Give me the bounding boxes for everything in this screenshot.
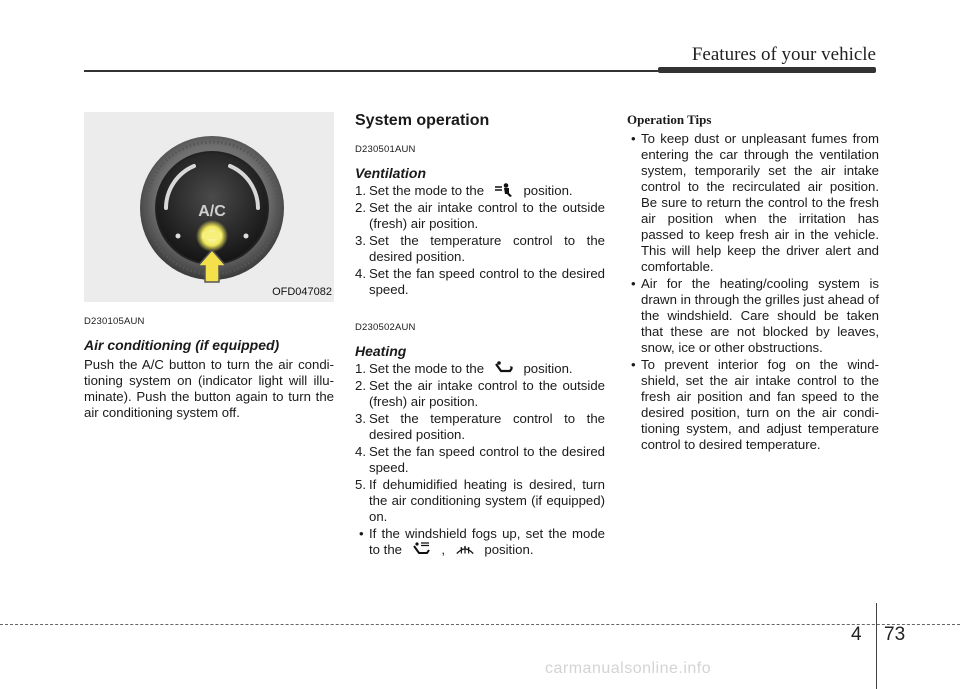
section-heading: System operation bbox=[355, 112, 490, 129]
list-item: 2. Set the air intake control to the outside (fresh) air position. bbox=[355, 200, 605, 231]
section-code: D230501AUN bbox=[355, 144, 416, 155]
list-item: • If the windshield fogs up, set the mode to the , position. bbox=[359, 526, 605, 557]
page-number: 73 bbox=[884, 624, 906, 645]
indicator-light bbox=[202, 232, 222, 239]
list-item: 1. Set the mode to the position. bbox=[355, 183, 573, 198]
footer-rule bbox=[0, 624, 960, 625]
operation-tips bbox=[627, 131, 879, 453]
header-bar bbox=[658, 67, 876, 73]
section-heading: Operation Tips bbox=[627, 112, 712, 127]
ac-button-illustration bbox=[84, 112, 334, 302]
list-item: 3. Set the temperature control to the desired position. bbox=[355, 411, 605, 442]
bullet-icon: • bbox=[631, 357, 636, 372]
ac-label: A/C bbox=[198, 203, 226, 220]
footer-divider bbox=[876, 603, 877, 689]
chapter-number: 4 bbox=[851, 624, 862, 645]
section-heading: Air conditioning (if equipped) bbox=[84, 337, 280, 353]
face-mode-icon bbox=[494, 183, 514, 197]
floor-defrost-mode-icon bbox=[412, 542, 432, 556]
list-item: 4. Set the fan speed control to the desired speed. bbox=[355, 444, 605, 475]
list-item: • Air for the heating/cooling system is drawn in through the grilles just ahead of the windshield. Care should be taken that these are not blocked by leaves, snow, ice or other obstructions. bbox=[631, 276, 879, 355]
ac-button-figure bbox=[84, 112, 334, 302]
floor-mode-icon bbox=[494, 361, 514, 375]
body-text: Push the A/C button to turn the air condi-tioning system on (indicator light will illu-minate). Push the button again to turn the air conditioning system off. bbox=[84, 357, 334, 420]
sub-heading: Heating bbox=[355, 343, 407, 359]
bullet-icon: • bbox=[631, 131, 636, 146]
bullet-icon: • bbox=[631, 276, 636, 291]
column-middle bbox=[355, 112, 605, 558]
list-item: 2. Set the air intake control to the outside (fresh) air position. bbox=[355, 378, 605, 409]
figure-code: OFD047082 bbox=[272, 286, 332, 298]
header-title: Features of your vehicle bbox=[691, 44, 876, 65]
bullet-icon: • bbox=[359, 526, 364, 541]
sub-heading: Ventilation bbox=[355, 165, 427, 181]
column-right bbox=[627, 112, 879, 453]
list-item: 3. Set the temperature control to the desired position. bbox=[355, 233, 605, 264]
column-left bbox=[84, 112, 334, 421]
heating-steps bbox=[355, 361, 605, 525]
list-item: • To prevent interior fog on the wind-shield, set the air intake control to the fresh air position and fan speed to the desired position, turn on the air condi-tioning system, and adjust temperature control to desired temperature. bbox=[631, 357, 879, 452]
watermark: carmanualsonline.info bbox=[545, 660, 712, 677]
defrost-mode-icon bbox=[455, 542, 475, 556]
list-item: 4. Set the fan speed control to the desired speed. bbox=[355, 266, 605, 297]
section-code: D230502AUN bbox=[355, 322, 416, 333]
list-item: • To keep dust or unpleasant fumes from entering the car through the ventilation system, temporarily set the air intake control to the recirculated air position. Be sure to return the control to the fresh air position when the irritation has passed to keep fresh air in the vehicle. This will help keep the driver alert and comfortable. bbox=[631, 131, 879, 274]
section-code: D230105AUN bbox=[84, 316, 145, 327]
heating-tips bbox=[355, 526, 605, 558]
list-item: 1. Set the mode to the position. bbox=[355, 361, 573, 376]
ventilation-steps bbox=[355, 183, 605, 298]
list-item: 5. If dehumidified heating is desired, turn the air conditioning system (if equipped) on. bbox=[355, 477, 605, 524]
